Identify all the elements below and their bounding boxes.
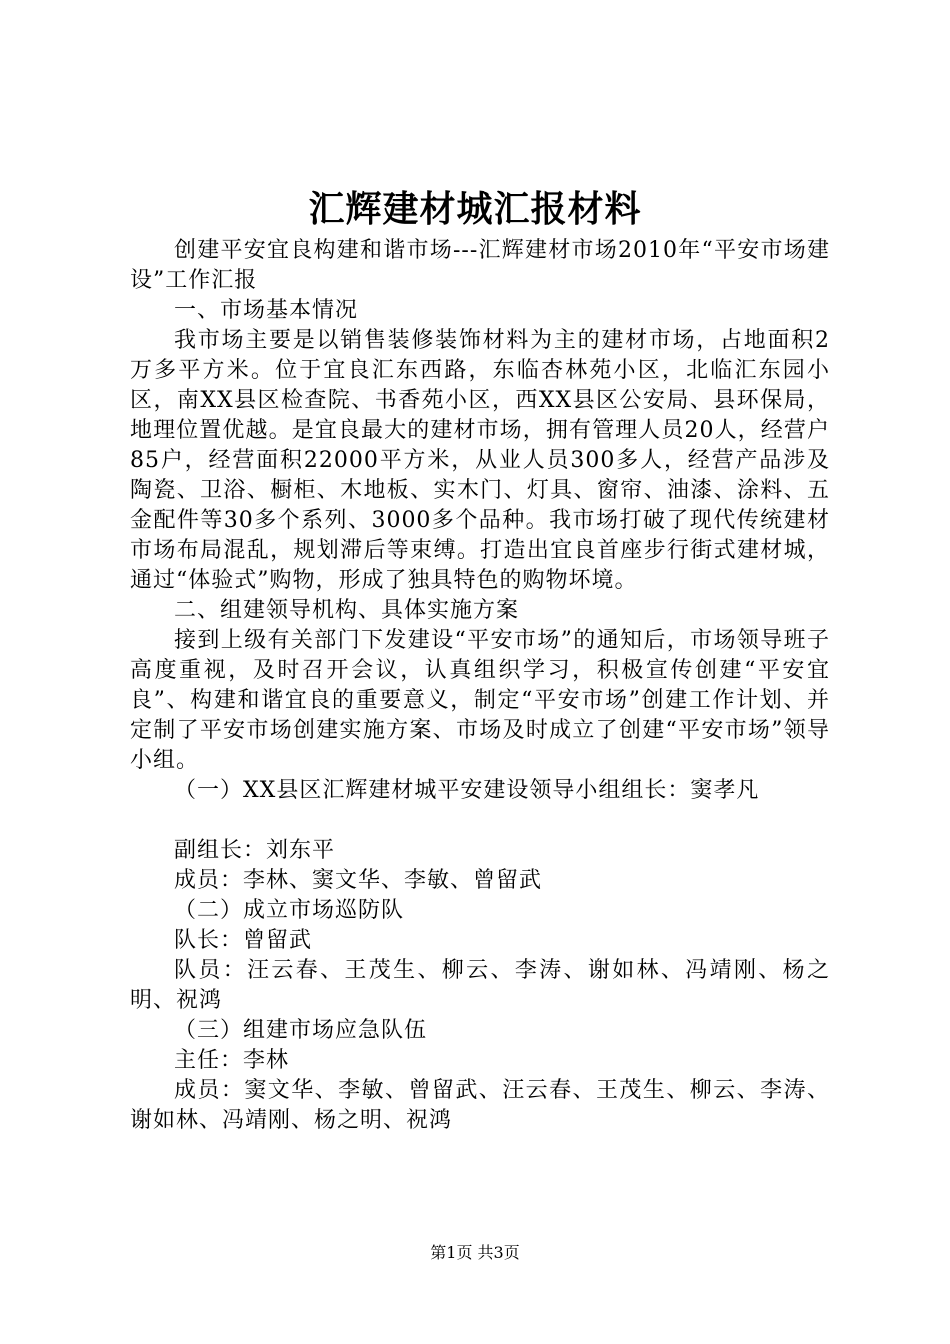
subsection-heading-1: （一）XX县区汇辉建材城平安建设领导小组组长：窦孝凡 — [174, 778, 760, 803]
body-paragraph: 接到上级有关部门下发建设“平安市场”的通知后，市场领导班子高度重视，及时召开会议，认真组织学习，积极宣传创建“平安宜良”、构建和谐宜良的重要意义，制定“平安市场”创建工作计划、并定制了平安市场创建实施方案、市场及时成立了创建“平安市场”领导小组。 — [130, 628, 830, 773]
deputy-leader-line: 副组长：刘东平 — [174, 838, 336, 863]
document-title: 汇辉建材城汇报材料 — [308, 189, 642, 230]
emergency-members-line: 成员：窦文华、李敏、曾留武、汪云春、王茂生、柳云、李涛、谢如林、冯靖刚、杨之明、祝鸿 — [130, 1078, 830, 1133]
subsection-heading-2: （二）成立市场巡防队 — [174, 898, 405, 923]
subtitle-paragraph: 创建平安宜良构建和谐市场---汇辉建材市场2010年“平安市场建设”工作汇报 — [130, 238, 830, 293]
body-paragraph: 我市场主要是以销售装修装饰材料为主的建材市场，占地面积2万多平方米。位于宜良汇东西路，东临杏林苑小区，北临汇东园小区，南XX县区检查院、书香苑小区，西XX县区公安局、县环保局，地理位置优越。是宜良最大的建材市场，拥有管理人员20人，经营户85户，经营面积22000平方米，从业人员300多人，经营产品涉及陶瓷、卫浴、橱柜、木地板、实木门、灯具、窗帘、油漆、涂料、五金配件等30多个系列、3000多个品种。我市场打破了现代传统建材市场布局混乱，规划滞后等束缚。打造出宜良首座步行街式建材城，通过“体验式”购物，形成了独具特色的购物坏境。 — [130, 328, 831, 593]
team-members-line: 队员：汪云春、王茂生、柳云、李涛、谢如林、冯靖刚、杨之明、祝鸿 — [130, 958, 830, 1013]
section-heading-2: 二、组建领导机构、具体实施方案 — [174, 598, 520, 623]
director-line: 主任：李林 — [174, 1048, 290, 1073]
captain-line: 队长：曾留武 — [174, 928, 313, 953]
subsection-heading-3: （三）组建市场应急队伍 — [174, 1018, 428, 1043]
members-line: 成员：李林、窦文华、李敏、曾留武 — [174, 868, 543, 893]
document-body — [130, 236, 830, 1136]
page-number-footer: 第1页 共3页 — [430, 1243, 520, 1262]
section-heading-1: 一、市场基本情况 — [174, 298, 359, 323]
